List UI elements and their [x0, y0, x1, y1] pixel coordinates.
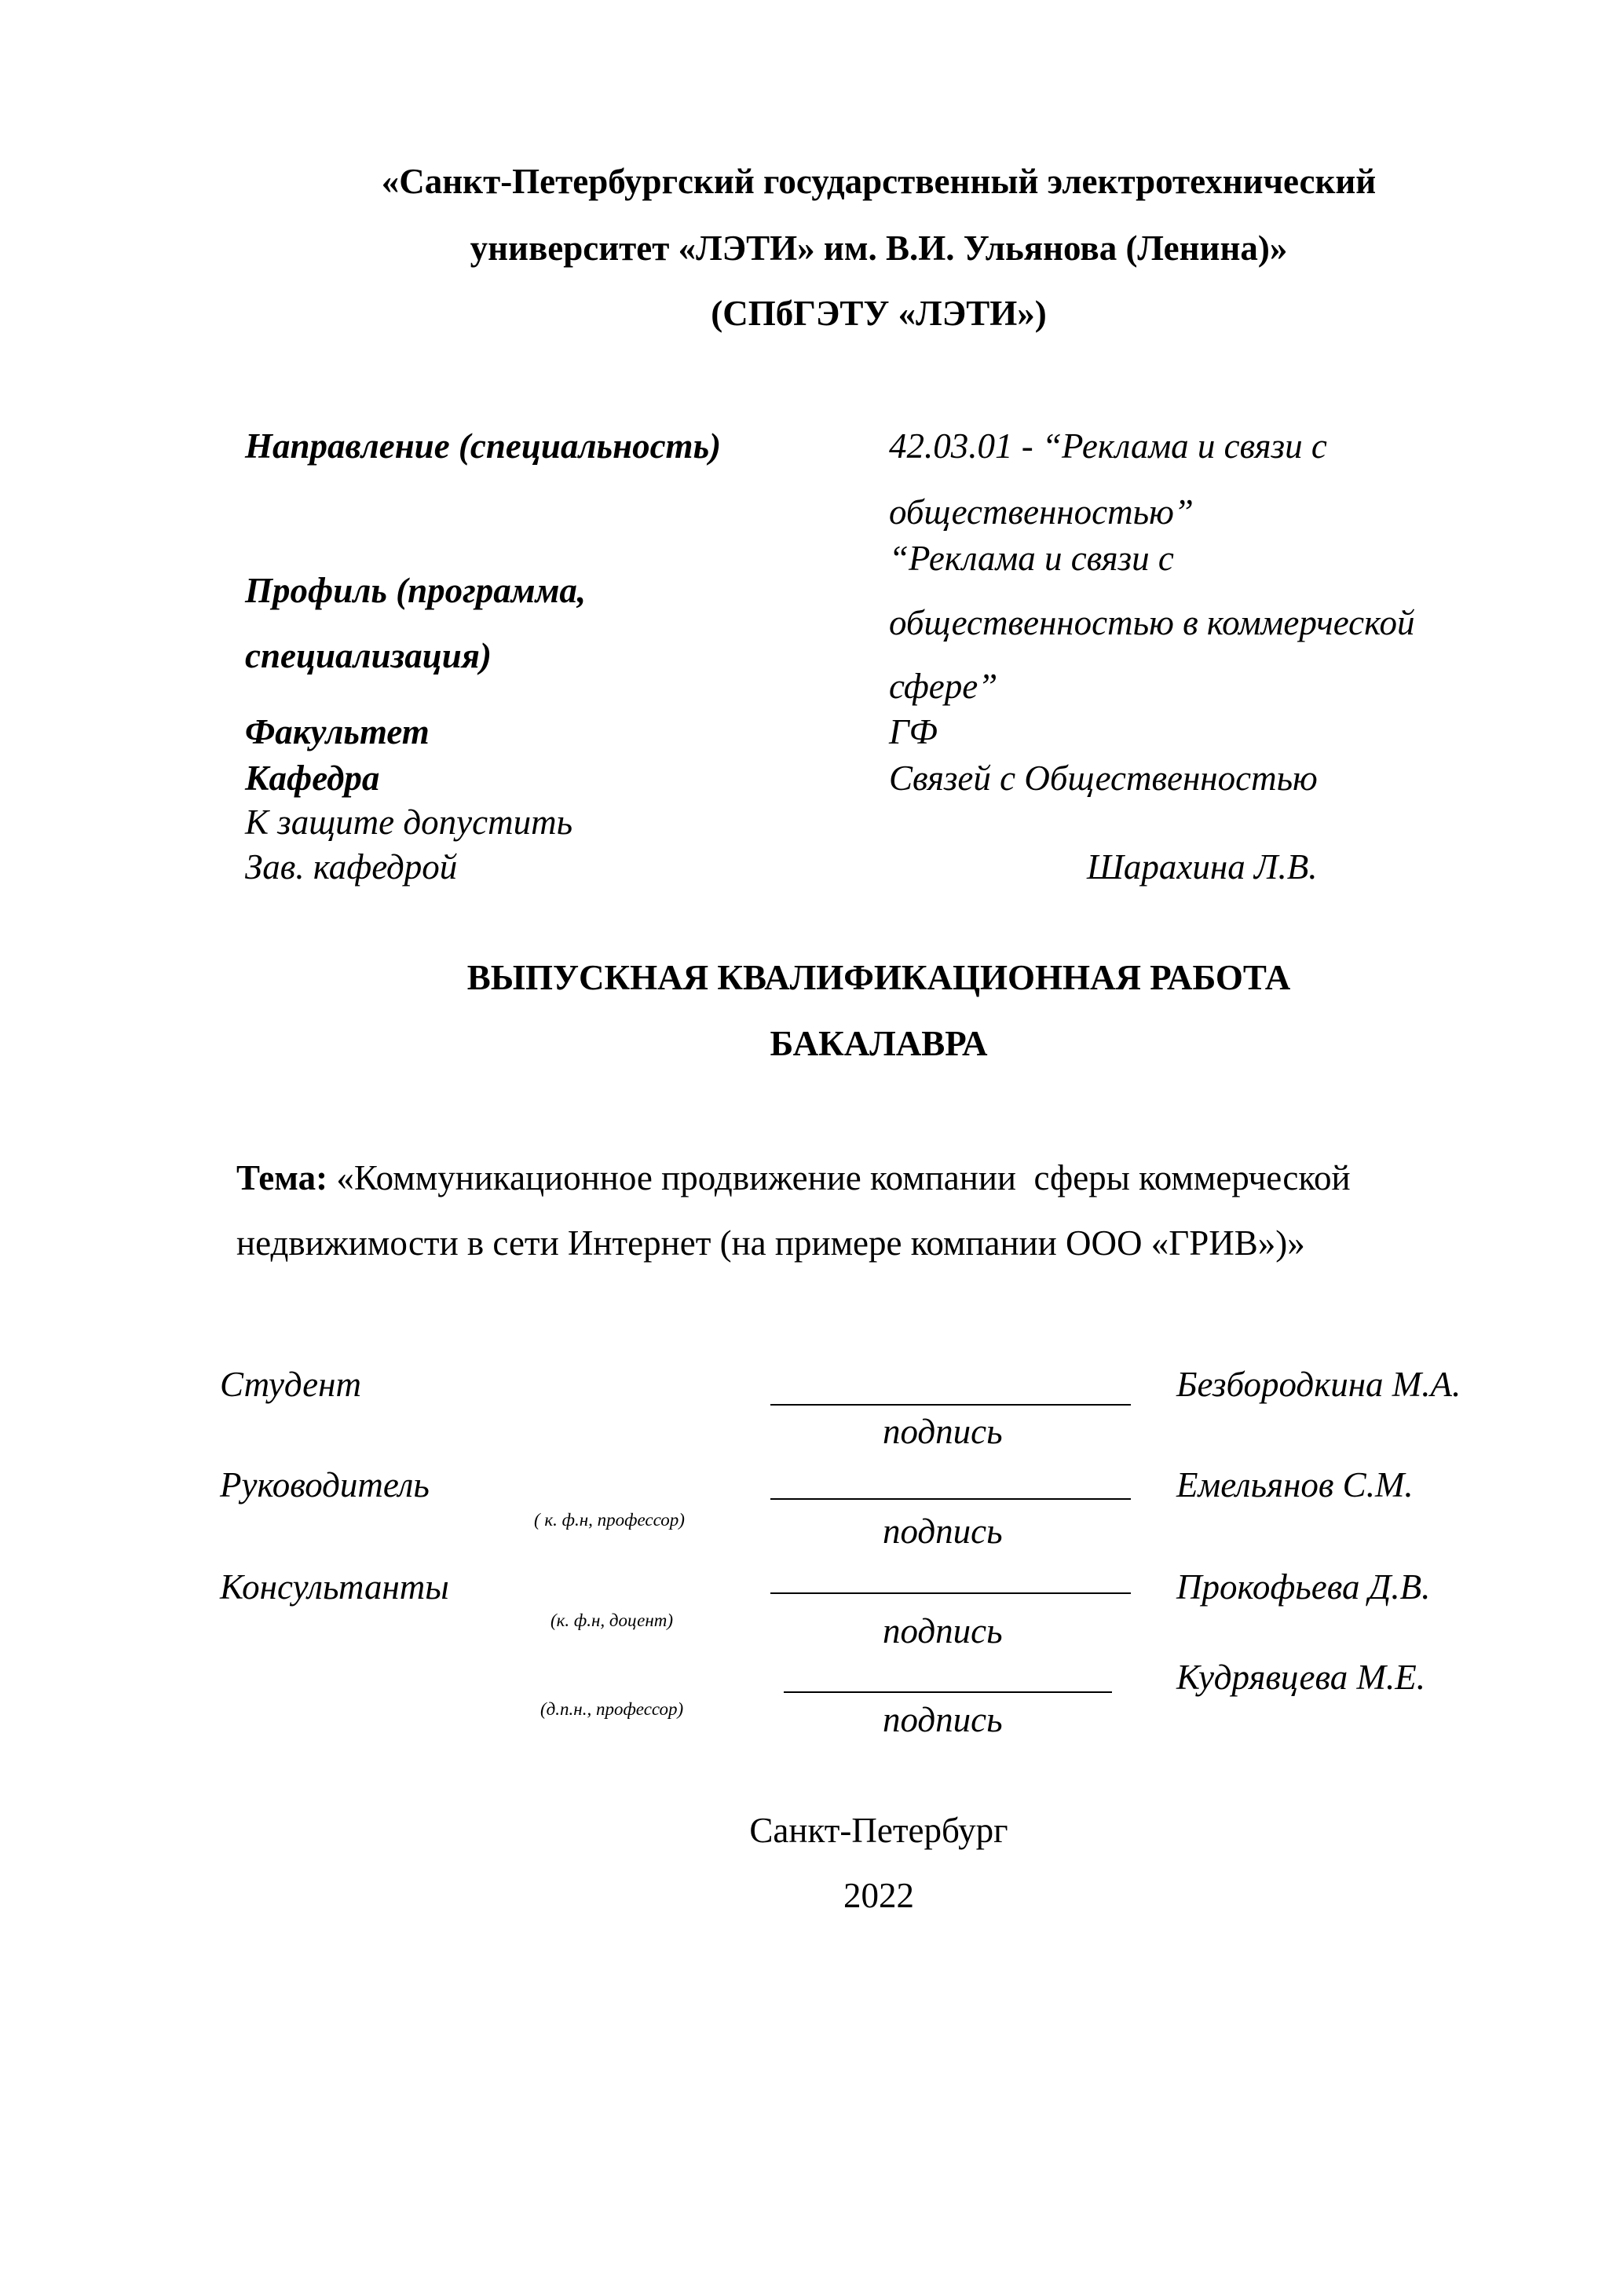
university-name-line-1: «Санкт-Петербургский государственный электротехнический: [381, 162, 1377, 201]
student-signature-line: [770, 1404, 1131, 1406]
consultant2-name: Кудрявцева М.Е.: [1176, 1658, 1425, 1697]
direction-value-line-1: 42.03.01 - “Реклама и связи с: [889, 426, 1327, 466]
direction-value-line-2: общественностью”: [889, 492, 1194, 532]
profile-value-line-2: общественностью в коммерческой: [889, 603, 1415, 642]
faculty-label: Факультет: [245, 712, 430, 751]
supervisor-degree: ( к. ф.н, профессор): [534, 1510, 685, 1530]
head-of-department-label: Зав. кафедрой: [245, 847, 458, 887]
year: 2022: [843, 1876, 914, 1915]
department-value: Связей с Общественностью: [889, 759, 1318, 798]
faculty-value: ГФ: [889, 712, 938, 751]
supervisor-name: Емельянов С.М.: [1176, 1465, 1414, 1504]
student-signature-caption: подпись: [883, 1412, 1003, 1451]
topic-line-2: недвижимости в сети Интернет (на примере компании ООО «ГРИВ»)»: [236, 1223, 1305, 1263]
department-label: Кафедра: [245, 759, 380, 798]
direction-label: Направление (специальность): [245, 426, 722, 466]
topic-label: Тема:: [236, 1158, 328, 1197]
topic-line-1: [236, 1158, 1351, 1197]
consultant2-signature-caption: подпись: [883, 1700, 1003, 1739]
consultant2-signature-line: [784, 1691, 1112, 1693]
university-name-line-2: университет «ЛЭТИ» им. В.И. Ульянова (Ленина)»: [470, 229, 1288, 268]
supervisor-label: Руководитель: [220, 1465, 430, 1504]
consultant2-degree: (д.п.н., профессор): [540, 1699, 684, 1719]
consultant1-signature-caption: подпись: [883, 1611, 1003, 1651]
topic-text-1: «Коммуникационное продвижение компании сферы коммерческой: [327, 1158, 1351, 1197]
head-of-department-name: Шарахина Л.В.: [1087, 847, 1318, 887]
work-title-line-2: БАКАЛАВРА: [770, 1024, 988, 1063]
consultant1-degree: (к. ф.н, доцент): [550, 1610, 674, 1630]
supervisor-signature-line: [770, 1498, 1131, 1500]
work-title-line-1: ВЫПУСКНАЯ КВАЛИФИКАЦИОННАЯ РАБОТА: [466, 958, 1291, 997]
student-label: Студент: [220, 1365, 361, 1404]
city: Санкт-Петербург: [749, 1811, 1008, 1850]
profile-label-line-1: Профиль (программа,: [245, 571, 587, 610]
consultant1-name: Прокофьева Д.В.: [1176, 1567, 1431, 1607]
consultant1-signature-line: [770, 1592, 1131, 1594]
profile-value-line-3: сфере”: [889, 667, 998, 706]
admit-label: К защите допустить: [245, 803, 573, 842]
profile-value-line-1: “Реклама и связи с: [889, 539, 1174, 578]
supervisor-signature-caption: подпись: [883, 1512, 1003, 1551]
student-name: Безбородкина М.А.: [1176, 1365, 1461, 1404]
profile-label-line-2: специализация): [245, 636, 492, 675]
consultants-label: Консультанты: [220, 1567, 449, 1607]
university-abbreviation: (СПбГЭТУ «ЛЭТИ»): [711, 294, 1047, 333]
